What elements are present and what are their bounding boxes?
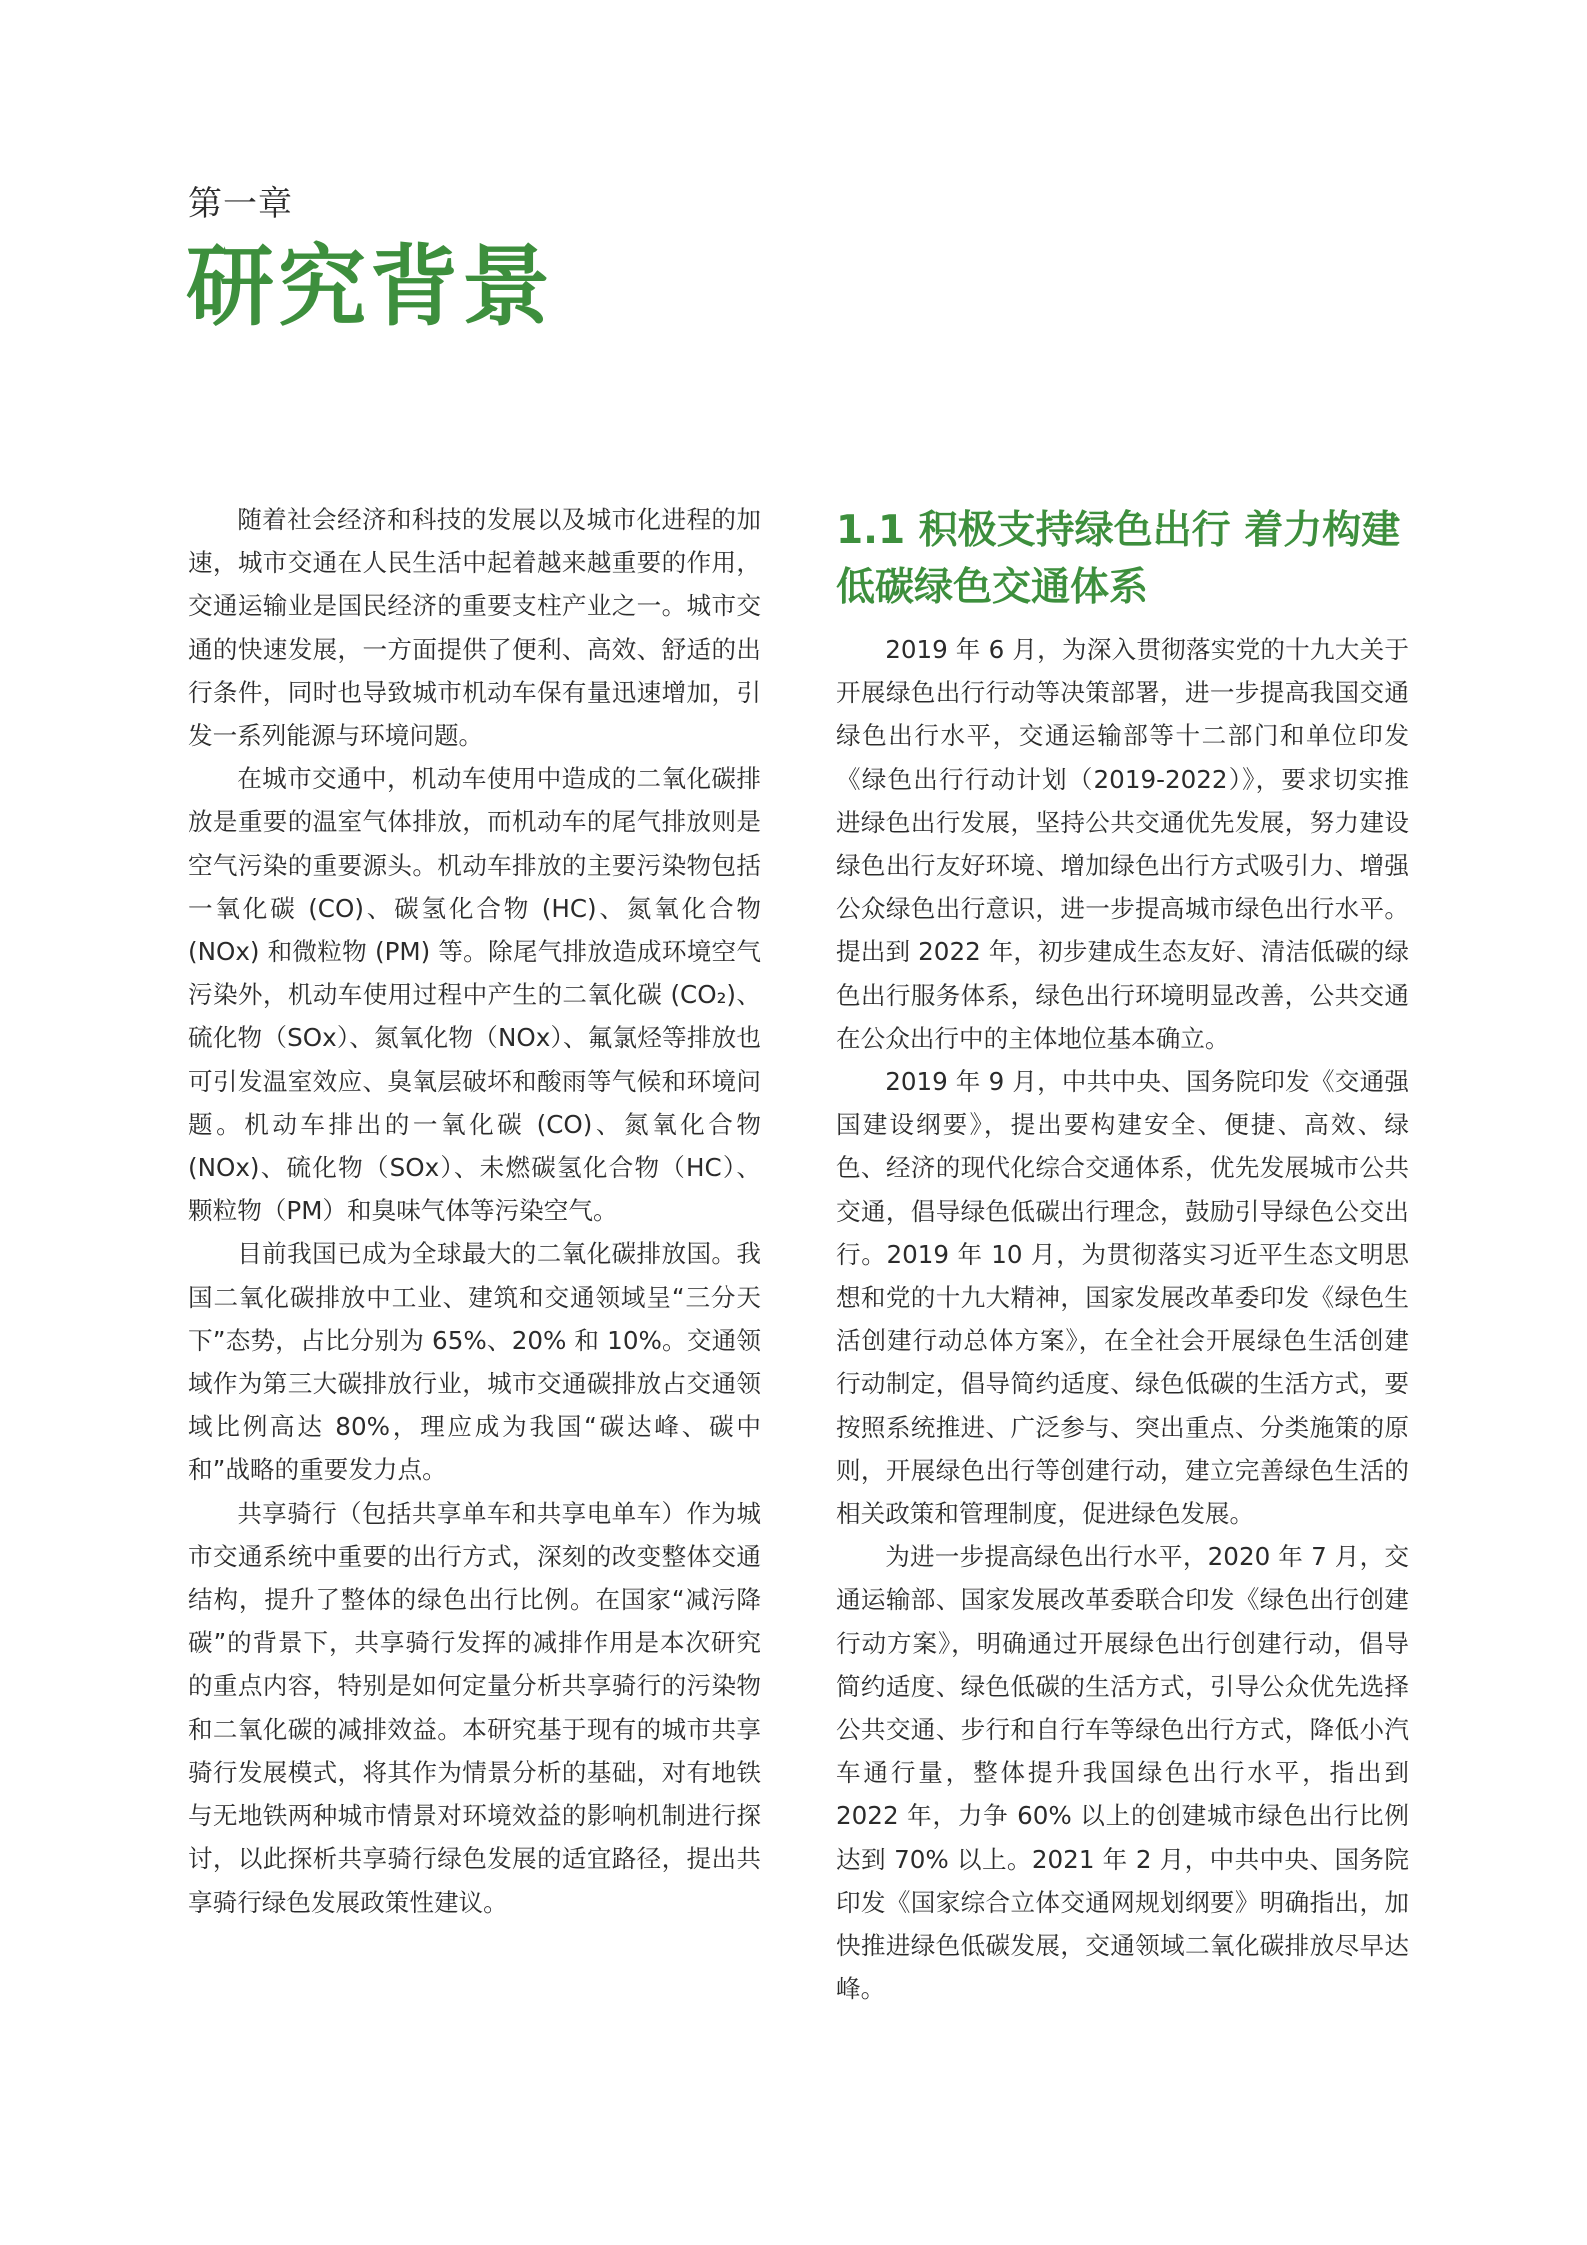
left-column [188, 498, 761, 1924]
right-paragraph-2: 2019 年 9 月，中共中央、国务院印发《交通强国建设纲要》，提出要构建安全、便捷、高效、绿色、经济的现代化综合交通体系，优先发展城市公共交通，倡导绿色低碳出行理念，鼓励引导绿色公交出行。2019 年 10 月，为贯彻落实习近平生态文明思想和党的十九大精神，国家发展改革委印发《绿色生活创建行动总体方案》，在全社会开展绿色生活创建行动制定，倡导简约适度、绿色低碳的生活方式，要按照系统推进、广泛参与、突出重点、分类施策的原则，开展绿色出行等创建行动，建立完善绿色生活的相关政策和管理制度，促进绿色发展。 [836, 1067, 1409, 1529]
right-paragraph-1: 2019 年 6 月，为深入贯彻落实党的十九大关于开展绿色出行行动等决策部署，进一步提高我国交通绿色出行水平，交通运输部等十二部门和单位印发《绿色出行行动计划（2019-2022）》，要求切实推进绿色出行发展，坚持公共交通优先发展，努力建设绿色出行友好环境、增加绿色出行方式吸引力、增强公众绿色出行意识，进一步提高城市绿色出行水平。提出到 2022 年，初步建成生态友好、清洁低碳的绿色出行服务体系，绿色出行环境明显改善，公共交通在公众出行中的主体地位基本确立。 [836, 635, 1409, 1053]
right-paragraph-3: 为进一步提高绿色出行水平，2020 年 7 月，交通运输部、国家发展改革委联合印发《绿色出行创建行动方案》，明确通过开展绿色出行创建行动，倡导简约适度、绿色低碳的生活方式，引导公众优先选择公共交通、步行和自行车等绿色出行方式，降低小汽车通行量，整体提升我国绿色出行水平，指出到 2022 年，力争 60% 以上的创建城市绿色出行比例达到 70% 以上。2021 年 2 月，中共中央、国务院印发《国家综合立体交通网规划纲要》明确指出，加快推进绿色低碳发展，交通领域二氧化碳排放尽早达峰。 [836, 1542, 1409, 2004]
left-paragraph-1: 随着社会经济和科技的发展以及城市化进程的加速，城市交通在人民生活中起着越来越重要的作用，交通运输业是国民经济的重要支柱产业之一。城市交通的快速发展，一方面提供了便利、高效、舒适的出行条件，同时也导致城市机动车保有量迅速增加，引发一系列能源与环境问题。 [188, 505, 761, 751]
chapter-title: 研究背景 [186, 235, 555, 338]
right-column [836, 498, 1409, 2011]
section-heading: 1.1 积极支持绿色出行 着力构建低碳绿色交通体系 [836, 508, 1401, 610]
left-paragraph-4: 共享骑行（包括共享单车和共享电单车）作为城市交通系统中重要的出行方式，深刻的改变整体交通结构，提升了整体的绿色出行比例。在国家“减污降碳”的背景下，共享骑行发挥的减排作用是本次研究的重点内容，特别是如何定量分析共享骑行的污染物和二氧化碳的减排效益。本研究基于现有的城市共享骑行发展模式，将其作为情景分析的基础，对有地铁与无地铁两种城市情景对环境效益的影响机制进行探讨，以此探析共享骑行绿色发展的适宜路径，提出共享骑行绿色发展政策性建议。 [188, 1498, 761, 1917]
left-paragraph-2: 在城市交通中，机动车使用中造成的二氧化碳排放是重要的温室气体排放，而机动车的尾气排放则是空气污染的重要源头。机动车排放的主要污染物包括一氧化碳 (CO)、碳氢化合物 (HC)、氮氧化合物 (NOx) 和微粒物 (PM) 等。除尾气排放造成环境空气污染外，机动车使用过程中产生的二氧化碳 (CO₂)、硫化物（SOx）、氮氧化物（NOx）、氟氯烃等排放也可引发温室效应、臭氧层破坏和酸雨等气候和环境问题。机动车排出的一氧化碳 (CO)、氮氧化合物 (NOx)、硫化物（SOx）、未燃碳氢化合物（HC）、颗粒物（PM）和臭味气体等污染空气。 [188, 764, 761, 1226]
chapter-label: 第一章 [188, 184, 293, 224]
left-paragraph-3: 目前我国已成为全球最大的二氧化碳排放国。我国二氧化碳排放中工业、建筑和交通领域呈“三分天下”态势，占比分别为 65%、20% 和 10%。交通领域作为第三大碳排放行业，城市交通碳排放占交通领域比例高达 80%，理应成为我国“碳达峰、碳中和”战略的重要发力点。 [188, 1239, 761, 1485]
